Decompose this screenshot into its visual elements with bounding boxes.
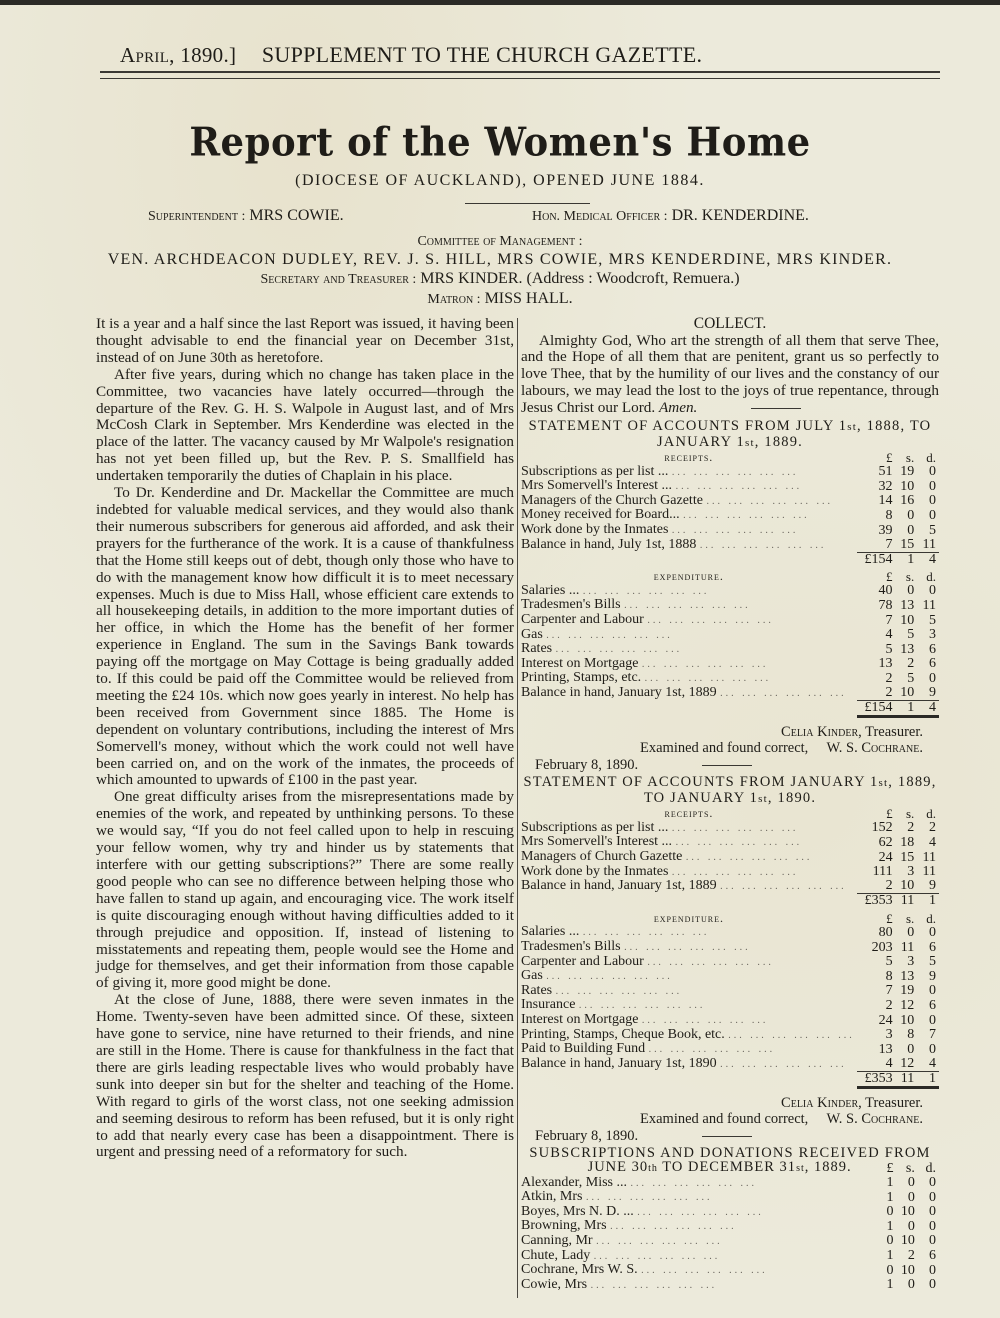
expenditure-header: expenditure. £ s. d. bbox=[653, 910, 936, 926]
table-row: Paid to Building Fund ... ... ... ... ... ... 13 0 0 bbox=[521, 1041, 936, 1057]
table-row: Managers of the Church Gazette ... ... ... ... ... ... 14 16 0 bbox=[521, 493, 936, 509]
issue-date: April, 1890.] bbox=[120, 43, 237, 67]
table-row: Salaries ... ... ... ... ... ... ... 80 0 0 bbox=[521, 924, 936, 940]
expenditure-total: £154 1 4 bbox=[521, 701, 939, 717]
table-row: Boyes, Mrs N. D. ... ... ... ... ... ... ... 0 10 0 bbox=[521, 1204, 936, 1220]
report-paragraph: One great difficulty arises from the misrepresentations made by enemies of the work, and repeated by unthinking persons. To these we would say, “If you do not feel called upon to help in rescuing your fellow women, why try and hinder us by statements that interfere with our getting subscriptions?” There are some really good people who can see no difference between helping those who have fallen to stand up again, and encouraging vice. The work itself is quite discouraging enough without having difficulties added to it through prejudice and opposition. If, instead of listening to misstatements and repeating them, people would see the Home and judge for themselves, and get their information from those capable of giving it, more good might be done. bbox=[96, 788, 514, 992]
table-row: Rates ... ... ... ... ... ... 7 19 0 bbox=[521, 983, 936, 999]
table-row: Carpenter and Labour ... ... ... ... ... ... 5 3 5 bbox=[521, 954, 936, 970]
secretary-address: (Address : Woodcroft, Remuera.) bbox=[526, 270, 740, 287]
statement1-table bbox=[521, 451, 939, 718]
table-row: Alexander, Miss ... ... ... ... ... ... ... 1 0 0 bbox=[521, 1175, 936, 1191]
superintendent-name: MRS COWIE. bbox=[249, 207, 344, 224]
superintendent-line bbox=[148, 207, 344, 225]
statement1-title: STATEMENT OF ACCOUNTS FROM JULY 1st, 1888, TO JANUARY 1st, 1889. bbox=[528, 418, 932, 451]
medical-officer-label: Hon. Medical Officer : bbox=[532, 209, 668, 224]
matron-name: MISS HALL. bbox=[484, 290, 573, 307]
table-row: Atkin, Mrs ... ... ... ... ... ... 1 0 0 bbox=[521, 1189, 936, 1205]
table-row: Gas ... ... ... ... ... ... 4 5 3 bbox=[521, 627, 936, 643]
receipts-total: £353 11 1 bbox=[521, 894, 939, 908]
table-row: Chute, Lady ... ... ... ... ... ... 1 2 6 bbox=[521, 1248, 936, 1264]
table-row: Cochrane, Mrs W. S. ... ... ... ... ... ... 0 10 0 bbox=[521, 1262, 936, 1278]
column-divider bbox=[517, 318, 518, 1298]
statement-date: February 8, 1890. bbox=[521, 757, 939, 774]
table-row: Printing, Stamps, etc. ... ... ... ... ... ... 2 5 0 bbox=[521, 670, 936, 686]
statement2-title: STATEMENT OF ACCOUNTS FROM JANUARY 1st, 1889, TO JANUARY 1st, 1890. bbox=[523, 774, 937, 807]
subscriptions-title: SUBSCRIPTIONS AND DONATIONS RECEIVED FROM bbox=[529, 1145, 931, 1161]
table-row: Balance in hand, January 1st, 1890 ... ... ... ... ... ... 4 12 4 bbox=[521, 1056, 936, 1072]
expenditure-total: £353 11 1 bbox=[521, 1071, 939, 1087]
medical-officer-name: DR. KENDERDINE. bbox=[671, 207, 809, 224]
medical-officer-line bbox=[532, 207, 809, 225]
publication-title: SUPPLEMENT TO THE CHURCH GAZETTE. bbox=[261, 42, 703, 67]
divider-rule bbox=[465, 203, 590, 204]
table-row: Subscriptions as per list ... ... ... ... ... ... ... 51 19 0 bbox=[521, 464, 936, 480]
table-row: Tradesmen's Bills ... ... ... ... ... ... 203 11 6 bbox=[521, 939, 936, 955]
table-row: Mrs Somervell's Interest ... ... ... ... ... ... ... 62 18 4 bbox=[521, 834, 936, 850]
receipts-header: receipts. £ s. d. bbox=[664, 450, 936, 466]
matron-line bbox=[0, 290, 1000, 308]
secretary-label: Secretary and Treasurer : bbox=[260, 272, 417, 287]
report-body bbox=[96, 316, 514, 1161]
committee-label: Committee of Management : bbox=[417, 234, 583, 249]
scan-edge bbox=[0, 0, 1000, 5]
table-row: Printing, Stamps, Cheque Book, etc. ... ... ... ... ... ... 3 8 7 bbox=[521, 1027, 936, 1043]
table-row: Work done by the Inmates ... ... ... ... ... ... 111 3 11 bbox=[521, 864, 936, 880]
secretary-name: MRS KINDER. bbox=[420, 270, 523, 287]
table-row: Balance in hand, July 1st, 1888 ... ... ... ... ... ... 7 15 11 bbox=[521, 536, 936, 552]
treasurer-signature: Celia Kinder, Treasurer. bbox=[781, 723, 923, 740]
receipts-total: £154 1 4 bbox=[521, 552, 939, 566]
table-row: Salaries ... ... ... ... ... ... ... 40 0 0 bbox=[521, 583, 936, 599]
table-row: Canning, Mr ... ... ... ... ... ... 0 10 0 bbox=[521, 1233, 936, 1249]
accounts-column bbox=[521, 316, 939, 1292]
auditor-line: Examined and found correct, W. S. Cochrane. bbox=[640, 1111, 923, 1127]
expenditure-header: expenditure. £ s. d. bbox=[653, 569, 936, 585]
treasurer-signature: Celia Kinder, Treasurer. bbox=[781, 1094, 923, 1111]
statement2-table bbox=[521, 807, 939, 1088]
report-title: Report of the Women's Home bbox=[189, 118, 811, 166]
auditor-line: Examined and found correct, W. S. Cochrane. bbox=[640, 740, 923, 757]
committee-names: VEN. ARCHDEACON DUDLEY, REV. J. S. HILL, MRS COWIE, MRS KENDERDINE, MRS KINDER. bbox=[107, 251, 893, 268]
table-row: Gas ... ... ... ... ... ... 8 13 9 bbox=[521, 968, 936, 984]
collect-title: COLLECT. bbox=[693, 315, 767, 332]
report-paragraph: It is a year and a half since the last Report was issued, it having been thought advisable to end the financial year on December 31st, instead of on June 30th as heretofore. bbox=[96, 315, 514, 366]
table-row: Interest on Mortgage ... ... ... ... ... ... 13 2 6 bbox=[521, 656, 936, 672]
receipts-header: receipts. £ s. d. bbox=[664, 806, 936, 822]
report-subtitle: (DIOCESE OF AUCKLAND), OPENED JUNE 1884. bbox=[295, 172, 705, 189]
table-row: Carpenter and Labour ... ... ... ... ... ... 7 10 5 bbox=[521, 612, 936, 628]
table-row: Money received for Board... ... ... ... ... ... ... 8 0 0 bbox=[521, 507, 936, 523]
superintendent-label: Superintendent : bbox=[148, 209, 246, 224]
table-row: Balance in hand, January 1st, 1889 ... ... ... ... ... ... 2 10 9 bbox=[521, 685, 936, 701]
running-head bbox=[120, 42, 920, 68]
divider-rule bbox=[702, 765, 752, 766]
table-row: Balance in hand, January 1st, 1889 ... ... ... ... ... ... 2 10 9 bbox=[521, 878, 936, 894]
table-row: Tradesmen's Bills ... ... ... ... ... ... 78 13 11 bbox=[521, 597, 936, 613]
report-paragraph: At the close of June, 1888, there were seven inmates in the Home. Twenty-seven have been admitted since. Of these, sixteen have gone to service, nine have returned to their friends, and nine are still in the Home. There is cause for thankfulness in the fact that there are girls leading respectable lives who would probably have sunk into deeper sin but for the shelter and teaching of the Home. With regard to girls of the worst class, not one seeking admission and seeming desirous to reform has been refused, but it is only right to add that nearly every case has been a disappointment. There is urgent and pressing need of a reformatory for such. bbox=[96, 991, 514, 1161]
table-row: Managers of Church Gazette ... ... ... ... ... ... 24 15 11 bbox=[521, 849, 936, 865]
header-double-rule bbox=[100, 71, 940, 79]
table-row: Interest on Mortgage ... ... ... ... ... ... 24 10 0 bbox=[521, 1012, 936, 1028]
table-row: Insurance ... ... ... ... ... ... 2 12 6 bbox=[521, 997, 936, 1013]
table-row: Mrs Somervell's Interest ... ... ... ... ... ... ... 32 10 0 bbox=[521, 478, 936, 494]
divider-rule bbox=[702, 1136, 752, 1137]
table-row: Work done by the Inmates ... ... ... ... ... ... 39 0 5 bbox=[521, 522, 936, 538]
report-paragraph: To Dr. Kenderdine and Dr. Mackellar the Committee are much indebted for valuable medical services, and they would also thank their numerous subscribers for generous aid afforded, and ask their prayers for the furtherance of the work. It is a cause of thankfulness that the Home still keeps out of debt, though only those who have to do with the management know how difficult it is to meet necessary expenses. Much is due to Miss Hall, whose efficient care extends to all housekeeping details, in addition to the more important duties of her office, in which the Home has the benefit of her former experience in England. The sum in the Savings Bank towards paying off the mortgage on May Cottage is being gradually added to. If this could be paid off the Committee would be relieved from meeting the £24 10s. which now goes yearly in interest. No help has been received from Government since 1885. The Home is dependent on voluntary contributions, including the interest of Mrs Somervell's money, without which the work could not well have been carried on, and on the work of the inmates, the proceeds of which amounted to upwards of £100 in the past year. bbox=[96, 484, 514, 789]
subscriptions-header: JUNE 30th TO DECEMBER 31st, 1889. £ s. d. bbox=[587, 1160, 936, 1176]
table-row: Cowie, Mrs ... ... ... ... ... ... 1 0 0 bbox=[521, 1277, 936, 1293]
table-row: Subscriptions as per list ... ... ... ... ... ... ... 152 2 2 bbox=[521, 820, 936, 836]
committee-label-line bbox=[0, 232, 1000, 250]
collect-prayer: Almighty God, Who art the strength of all them that serve Thee, and the Hope of all them that are penitent, grant us so perfectly to love Thee, that by the humility of our lives and the constancy of our labours, we may lead the lost to the joys of true repentance, through Jesus Christ our Lord. bbox=[521, 331, 939, 417]
matron-label: Matron : bbox=[427, 292, 481, 307]
subscriptions-table bbox=[521, 1161, 939, 1292]
collect-text bbox=[521, 333, 939, 418]
report-paragraph: After five years, during which no change has taken place in the Committee, two vacancies have lately occurred—through the departure of the Rev. G. H. S. Walpole in August last, and of Mrs McCosh Clark in September. Mrs Kenderdine was elected in the place of the latter. The vacancy caused by Mr Walpole's resignation has not yet been filled up, but the Rev. P. S. Smallfield has undertaken temporarily the duties of Chaplain in his place. bbox=[96, 365, 514, 485]
secretary-line bbox=[0, 270, 1000, 288]
table-row: Browning, Mrs ... ... ... ... ... ... 1 0 0 bbox=[521, 1218, 936, 1234]
table-row: Rates ... ... ... ... ... ... 5 13 6 bbox=[521, 641, 936, 657]
statement-date: February 8, 1890. bbox=[521, 1128, 939, 1145]
divider-rule bbox=[751, 408, 801, 409]
collect-amen: Amen. bbox=[658, 399, 698, 417]
